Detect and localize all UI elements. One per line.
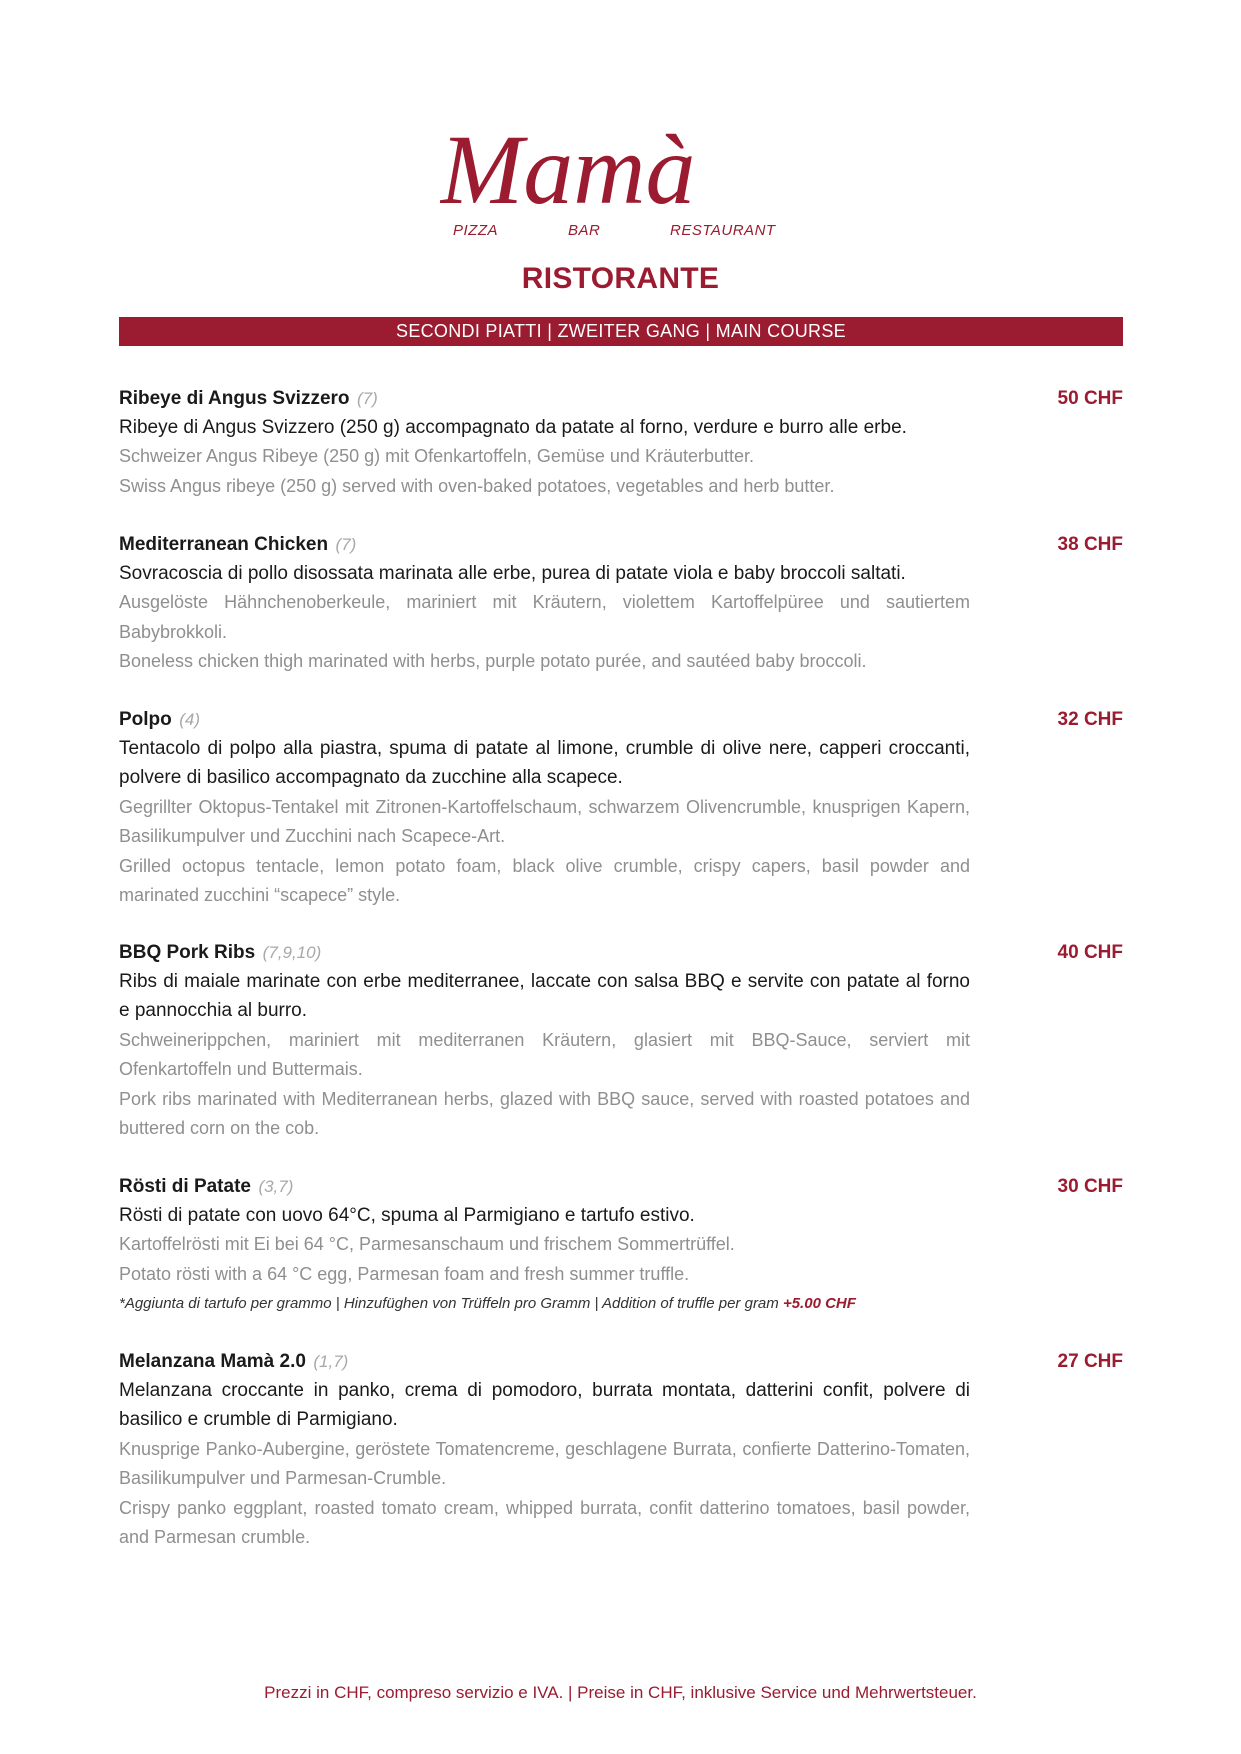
description-english: Grilled octopus tentacle, lemon potato foam, black olive crumble, crispy capers, basil powder and marinated zucchini “scapece” style. [119,855,970,906]
item-name: BBQ Pork Ribs [119,942,256,963]
brand-logo [440,108,820,248]
tagline-restaurant: RESTAURANT [670,222,776,239]
item-price: 32 CHF [1057,709,1123,730]
item-name: Melanzana Mamà 2.0 [119,1351,306,1372]
description-german: Knusprige Panko-Aubergine, geröstete Tomatencreme, geschlagene Burrata, confierte Datterino-Tomaten, Basilikumpulver und Parmesan-Crumble. [119,1438,970,1489]
footer-note: Prezzi in CHF, compreso servizio e IVA. | Preise in CHF, inklusive Service und Mehrwertsteuer. [264,1683,977,1702]
item-price: 50 CHF [1057,388,1123,409]
note-text: *Aggiunta di tartufo per grammo | Hinzufüghen von Trüffeln pro Gramm | Addition of truffle per gram [119,1295,783,1313]
item-allergens: (7) [335,535,357,554]
menu-item [119,938,1123,1143]
description-italian: Melanzana croccante in panko, crema di pomodoro, burrata montata, datterini confit, polvere di basilico e crumble di Parmigiano. [119,1380,970,1431]
menu-item [119,530,1123,677]
description-german: Schweinerippchen, mariniert mit mediterranen Kräutern, glasiert mit BBQ-Sauce, serviert mit Ofenkartoffeln und Buttermais. [119,1029,970,1080]
item-allergens: (4) [179,710,201,729]
description-italian: Ribs di maiale marinate con erbe mediterranee, laccate con salsa BBQ e servite con patate al forno e pannocchia al burro. [119,971,970,1022]
item-price: 30 CHF [1057,1176,1123,1197]
tagline-pizza: PIZZA [453,222,499,239]
item-allergens: (3,7) [258,1177,294,1196]
note-price: +5.00 CHF [782,1295,856,1313]
description-english: Crispy panko eggplant, roasted tomato cream, whipped burrata, confit datterino tomatoes, basil powder, and Parmesan crumble. [119,1497,970,1548]
item-price: 40 CHF [1057,942,1123,963]
item-header [119,384,1123,413]
item-name: Ribeye di Angus Svizzero [119,388,350,409]
item-price: 38 CHF [1057,534,1123,555]
description-italian: Sovracoscia di pollo disossata marinata alle erbe, purea di patate viola e baby broccoli saltati. [119,563,906,584]
description-german: Kartoffelrösti mit Ei bei 64 °C, Parmesanschaum und frischem Sommertrüffel. [119,1234,735,1255]
item-allergens: (1,7) [313,1352,349,1371]
description-english: Boneless chicken thigh marinated with herbs, purple potato purée, and sautéed baby broccoli. [119,651,867,672]
description-english: Potato rösti with a 64 °C egg, Parmesan foam and fresh summer truffle. [119,1263,690,1284]
item-allergens: (7,9,10) [262,943,322,962]
logo-wordmark: Mamà [440,114,696,218]
description-german: Schweizer Angus Ribeye (250 g) mit Ofenkartoffeln, Gemüse und Kräuterbutter. [119,446,755,467]
item-header [119,1347,1123,1376]
description-italian: Rösti di patate con uovo 64°C, spuma al Parmigiano e tartufo estivo. [119,1205,695,1226]
item-header [119,1172,1123,1201]
item-price: 27 CHF [1057,1351,1123,1372]
logo-script [440,108,820,218]
item-name: Mediterranean Chicken [119,534,329,555]
description-english: Swiss Angus ribeye (250 g) served with oven-baked potatoes, vegetables and herb butter. [119,475,835,496]
menu-item [119,705,1123,910]
menu-item [119,1172,1123,1318]
item-allergens: (7) [356,389,378,408]
item-header [119,530,1123,559]
section-banner: SECONDI PIATTI | ZWEITER GANG | MAIN COURSE [119,317,1123,346]
item-header [119,938,1123,967]
truffle-supplement-note [119,1289,1123,1318]
menu-item [119,384,1123,501]
description-german: Gegrillter Oktopus-Tentakel mit Zitronen-Kartoffelschaum, schwarzem Olivencrumble, knusprigen Kapern, Basilikumpulver und Zucchini nach Scapece-Art. [119,796,970,847]
description-italian: Tentacolo di polpo alla piastra, spuma di patate al limone, crumble di olive nere, capperi croccanti, polvere di basilico accompagnato da zucchine alla scapece. [119,738,970,789]
menu-item [119,1347,1123,1552]
description-italian: Ribeye di Angus Svizzero (250 g) accompagnato da patate al forno, verdure e burro alle erbe. [119,417,907,438]
tagline-bar: BAR [568,222,601,239]
description-english: Pork ribs marinated with Mediterranean herbs, glazed with BBQ sauce, served with roasted potatoes and buttered corn on the cob. [119,1088,970,1139]
page-title: RISTORANTE [521,262,720,295]
description-german: Ausgelöste Hähnchenoberkeule, mariniert mit Kräutern, violettem Kartoffelpüree und sautiertem Babybrokkoli. [119,592,970,642]
item-name: Rösti di Patate [119,1176,251,1197]
item-header [119,705,1123,734]
item-name: Polpo [119,709,172,730]
